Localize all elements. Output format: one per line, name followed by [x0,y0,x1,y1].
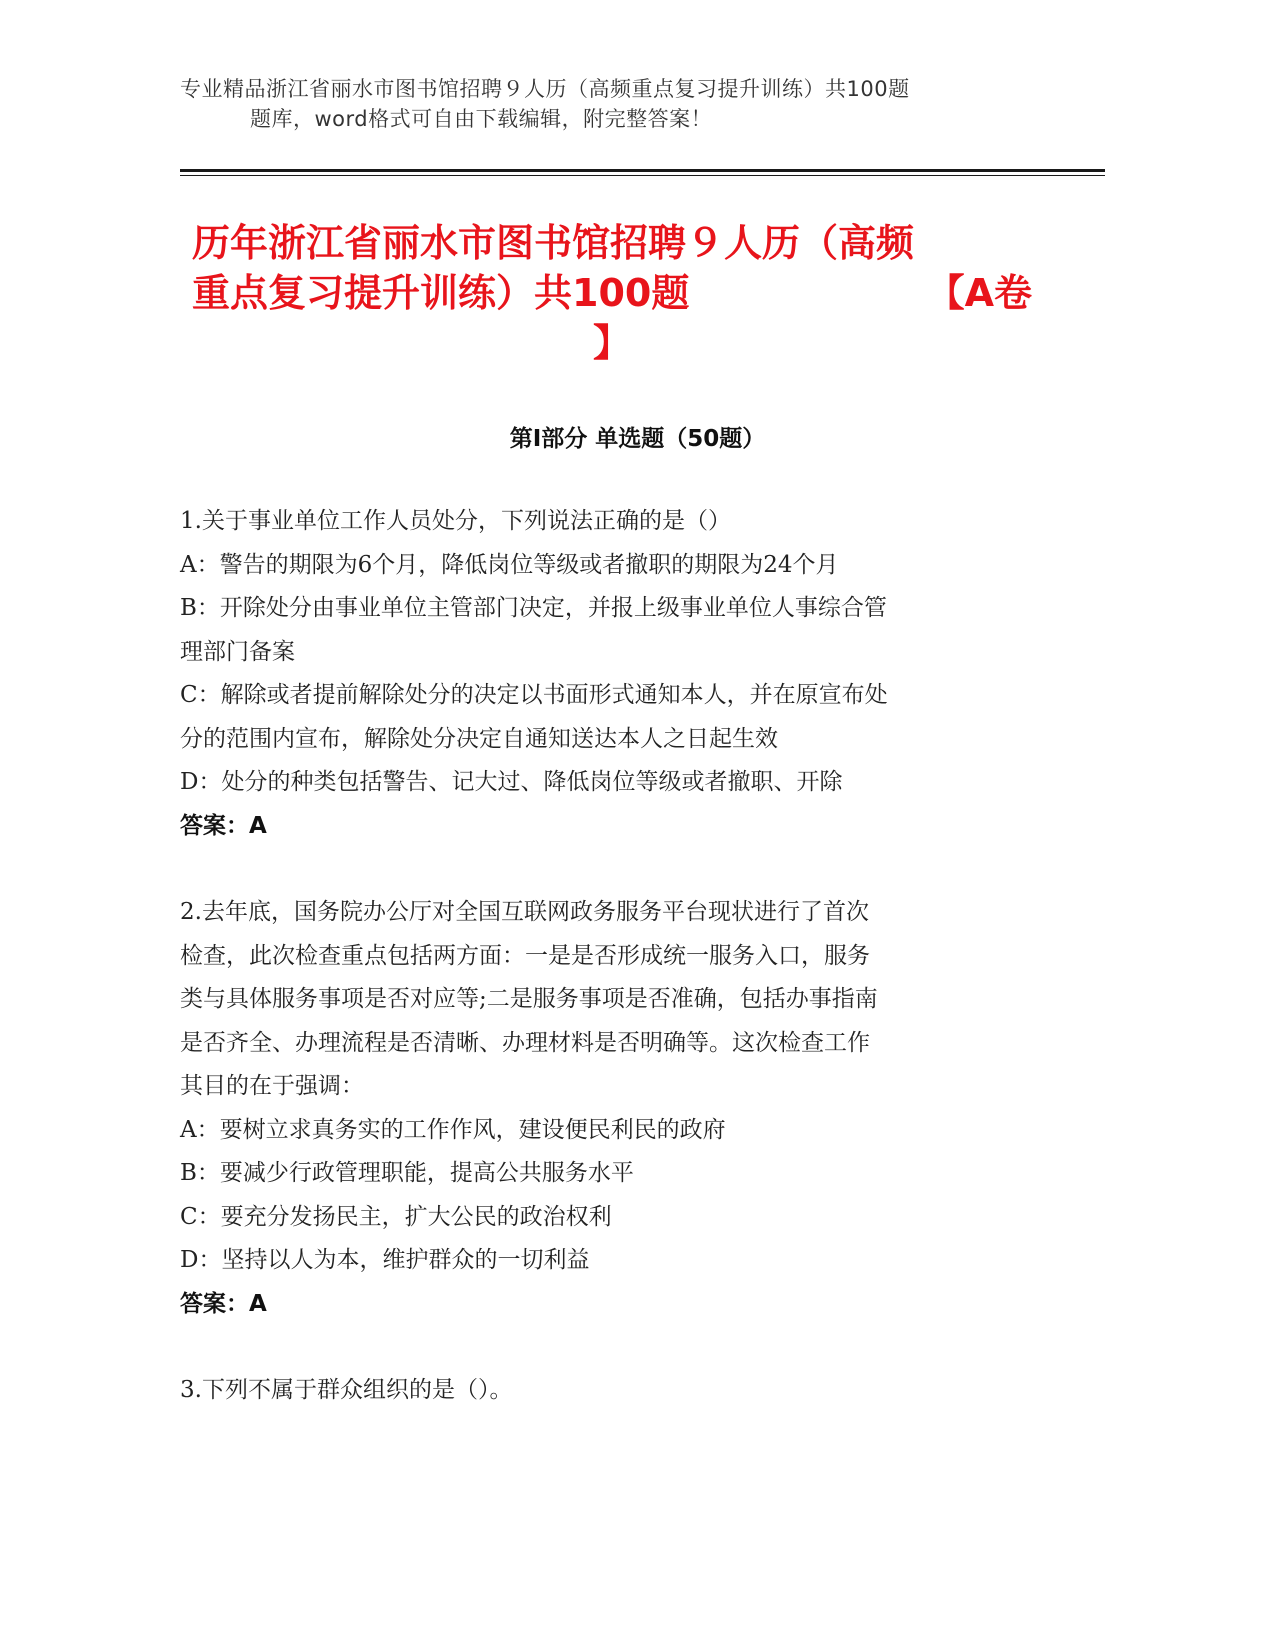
question-stem-line: 检查，此次检查重点包括两方面：一是是否形成统一服务入口，服务 [180,942,870,969]
title-text-1: 历年浙江省丽水市图书馆招聘９人历（高频 [192,221,915,265]
title-text-2: 重点复习提升训练）共100题 [192,271,690,315]
question-stem-line: 2.去年底，国务院办公厅对全国互联网政务服务平台现状进行了首次 [180,899,869,925]
option-B-line: 理部门备案 [180,638,295,665]
option-D-line: D：坚持以人为本，维护群众的一切利益 [180,1247,590,1273]
question-stem-line: 是否齐全、办理流程是否清晰、办理材料是否明确等。这次检查工作 [180,1029,870,1056]
option-C-line: C：要充分发扬民主，扩大公民的政治权利 [180,1203,612,1230]
answer-label: 答案：A [180,812,267,839]
option-A-line: A：警告的期限为6个月，降低岗位等级或者撤职的期限为24个月 [180,551,839,578]
title-line-1 [192,218,1032,268]
option-D-line: D：处分的种类包括警告、记大过、降低岗位等级或者撤职、开除 [180,769,843,795]
question-stem-line: 类与具体服务事项是否对应等;二是服务事项是否准确，包括办事指南 [180,986,878,1012]
header-line-1: 专业精品浙江省丽水市图书馆招聘９人历（高频重点复习提升训练）共100题 [180,77,910,101]
question-list [180,500,1030,1456]
title-line-2 [192,268,1032,318]
question-3 [180,1369,1030,1413]
option-C-line: C：解除或者提前解除处分的决定以书面形式通知本人，并在原宣布处 [180,682,888,708]
page-header [180,74,1010,134]
question-2 [180,891,1030,1326]
option-A-line: A：要树立求真务实的工作作风，建设便民利民的政府 [180,1116,726,1143]
title-volume: 【A卷 [926,271,1032,315]
option-B-line: B：开除处分由事业单位主管部门决定，并报上级事业单位人事综合管 [180,595,887,621]
question-stem-line: 1.关于事业单位工作人员处分，下列说法正确的是（） [180,508,731,534]
title-line-3: 】 [592,321,631,365]
question-stem-line: 其目的在于强调： [180,1073,364,1099]
option-B-line: B：要减少行政管理职能，提高公共服务水平 [180,1160,634,1186]
question-stem-line: 3.下列不属于群众组织的是（）。 [180,1377,513,1403]
header-rule-thick [180,169,1105,172]
header-line-2: 题库，word格式可自由下载编辑，附完整答案！ [250,107,713,131]
header-rule-thin [180,175,1105,176]
section-heading: 第Ⅰ部分 单选题（50题） [509,426,766,452]
question-1 [180,500,1030,848]
answer-label: 答案：A [180,1290,267,1317]
document-title [192,218,1032,368]
option-C-line: 分的范围内宣布，解除处分决定自通知送达本人之日起生效 [180,725,778,752]
